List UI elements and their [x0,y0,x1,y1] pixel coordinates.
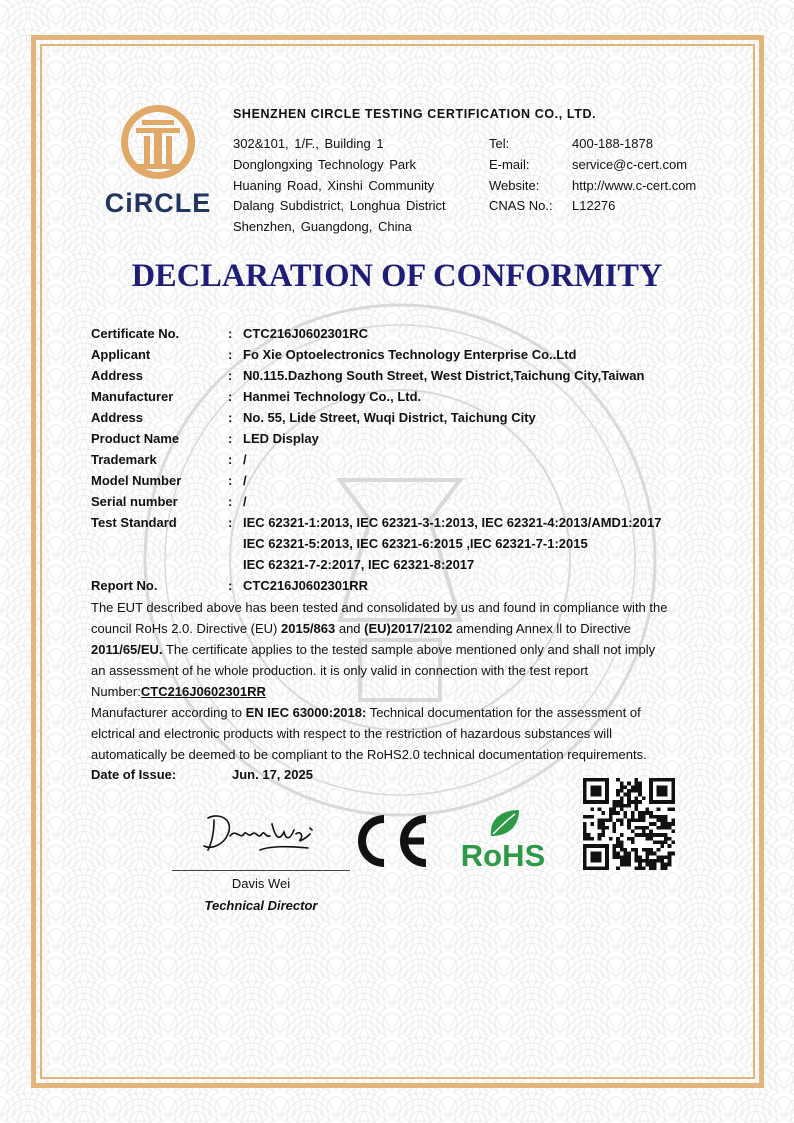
contact-tel: 400-188-1878 [572,136,653,151]
field-row [91,512,661,533]
field-label [91,533,228,554]
field-value: CTC216J0602301RC [243,326,369,341]
signature [200,810,320,856]
field-colon [228,533,243,554]
statement-line: elctrical and electronic products with respect to the restriction of hazardous substances will [91,726,612,741]
statement-line: automatically be deemed to be compliant to the RoHS2.0 technical documentation requirements. [91,747,647,762]
field-label [91,554,228,575]
field-colon: : [228,389,233,404]
date-label: Date of Issue: [91,767,177,782]
company-address [233,134,446,238]
contact-label: E-mail: [489,156,530,172]
statement-line: an assessment of he whole production. it is only valid in connection with the test report [91,663,589,678]
company-name: SHENZHEN CIRCLE TESTING CERTIFICATION CO., LTD. [233,107,597,121]
field-colon: : [228,326,233,341]
field-value: IEC 62321-5:2013, IEC 62321-6:2015 ,IEC 62321-7-1:2015 [243,536,588,551]
field-colon [228,554,243,575]
field-row [91,554,661,575]
field-label: Test Standard [91,515,177,530]
field-row [91,365,661,386]
field-row [91,470,661,491]
field-colon: : [228,515,233,530]
field-colon: : [228,473,233,488]
field-colon: : [228,431,233,446]
leaf-icon [491,810,519,836]
contact-email[interactable]: service@c-cert.com [572,156,688,172]
field-label: Address [91,410,144,425]
ce-mark [350,813,430,869]
contact-label: Website: [489,177,540,193]
field-value: IEC 62321-1:2013, IEC 62321-3-1:2013, IEC 62321-4:2013/AMD1:2017 [243,515,662,530]
report-number-link: CTC216J0602301RR [140,684,266,699]
field-label: Address [91,368,144,383]
field-label: Serial number [91,494,178,509]
field-colon: : [228,452,233,467]
date-of-issue [91,764,313,785]
field-label: Model Number [91,473,182,488]
field-row [91,533,661,554]
statement-line: 2011/65/EU. The certificate applies to the tested sample above mentioned only and shall not imply [91,642,656,657]
field-colon: : [228,578,233,593]
document-title: DECLARATION OF CONFORMITY [131,258,663,294]
field-label: Product Name [91,431,180,446]
signature-line [172,870,350,871]
field-value: / [243,494,247,509]
field-row [91,428,661,449]
compliance-statement [91,597,721,765]
field-row [91,344,661,365]
field-value: IEC 62321-7-2:2017, IEC 62321-8:2017 [243,557,475,572]
field-value: CTC216J0602301RR [243,578,369,593]
field-colon: : [228,494,233,509]
rohs-text: RoHS [460,838,546,870]
contact-website[interactable]: http://www.c-cert.com [572,177,697,193]
circle-logo [98,103,218,218]
field-row [91,323,661,344]
statement-line: council RoHs 2.0. Directive (EU) 2015/863 and (EU)2017/2102 amending Annex ll to Directive [91,621,631,636]
contact-label: CNAS No.: [489,198,553,214]
statement-line: Manufacturer according to EN IEC 63000:2018: Technical documentation for the assessment of [91,705,641,720]
address-line: Dalang Subdistrict, Longhua District [233,198,446,214]
field-value: / [243,473,247,488]
signatory-role: Technical Director [204,898,318,913]
field-label: Report No. [91,578,158,593]
contact-cnas: L12276 [572,198,616,214]
field-label: Certificate No. [91,326,180,341]
logo-text: CiRCLE [104,188,212,218]
address-line: Donglongxing Technology Park [233,156,416,172]
field-row [91,575,661,596]
contact-label: Tel: [489,136,510,151]
date-value: Jun. 17, 2025 [232,767,313,782]
field-value: Fo Xie Optoelectronics Technology Enterprise Co..Ltd [243,347,577,362]
qr-code[interactable] [583,778,675,870]
field-row [91,386,661,407]
field-colon: : [228,347,233,362]
statement-line: The EUT described above has been tested and consolidated by us and found in compliance with the [91,600,668,615]
field-label: Applicant [91,347,151,362]
field-value: / [243,452,247,467]
field-label: Manufacturer [91,389,174,404]
field-row [91,491,661,512]
field-value: No. 55, Lide Street, Wuqi District, Taichung City [243,410,536,425]
field-value: N0.115.Dazhong South Street, West District,Taichung City,Taiwan [243,368,645,383]
address-line: Shenzhen, Guangdong, China [233,219,412,235]
field-colon: : [228,368,233,383]
certificate-fields [91,323,661,596]
signatory-name: Davis Wei [231,876,291,891]
field-value: LED Display [243,431,319,446]
field-row [91,449,661,470]
field-colon: : [228,410,233,425]
field-row [91,407,661,428]
field-value: Hanmei Technology Co., Ltd. [243,389,422,404]
company-contacts [489,134,696,217]
rohs-mark [455,808,555,870]
statement-line: Number:CTC216J0602301RR [91,684,266,699]
field-label: Trademark [91,452,157,467]
address-line: Huaning Road, Xinshi Community [233,177,435,193]
address-line: 302&101, 1/F., Building 1 [233,136,384,151]
